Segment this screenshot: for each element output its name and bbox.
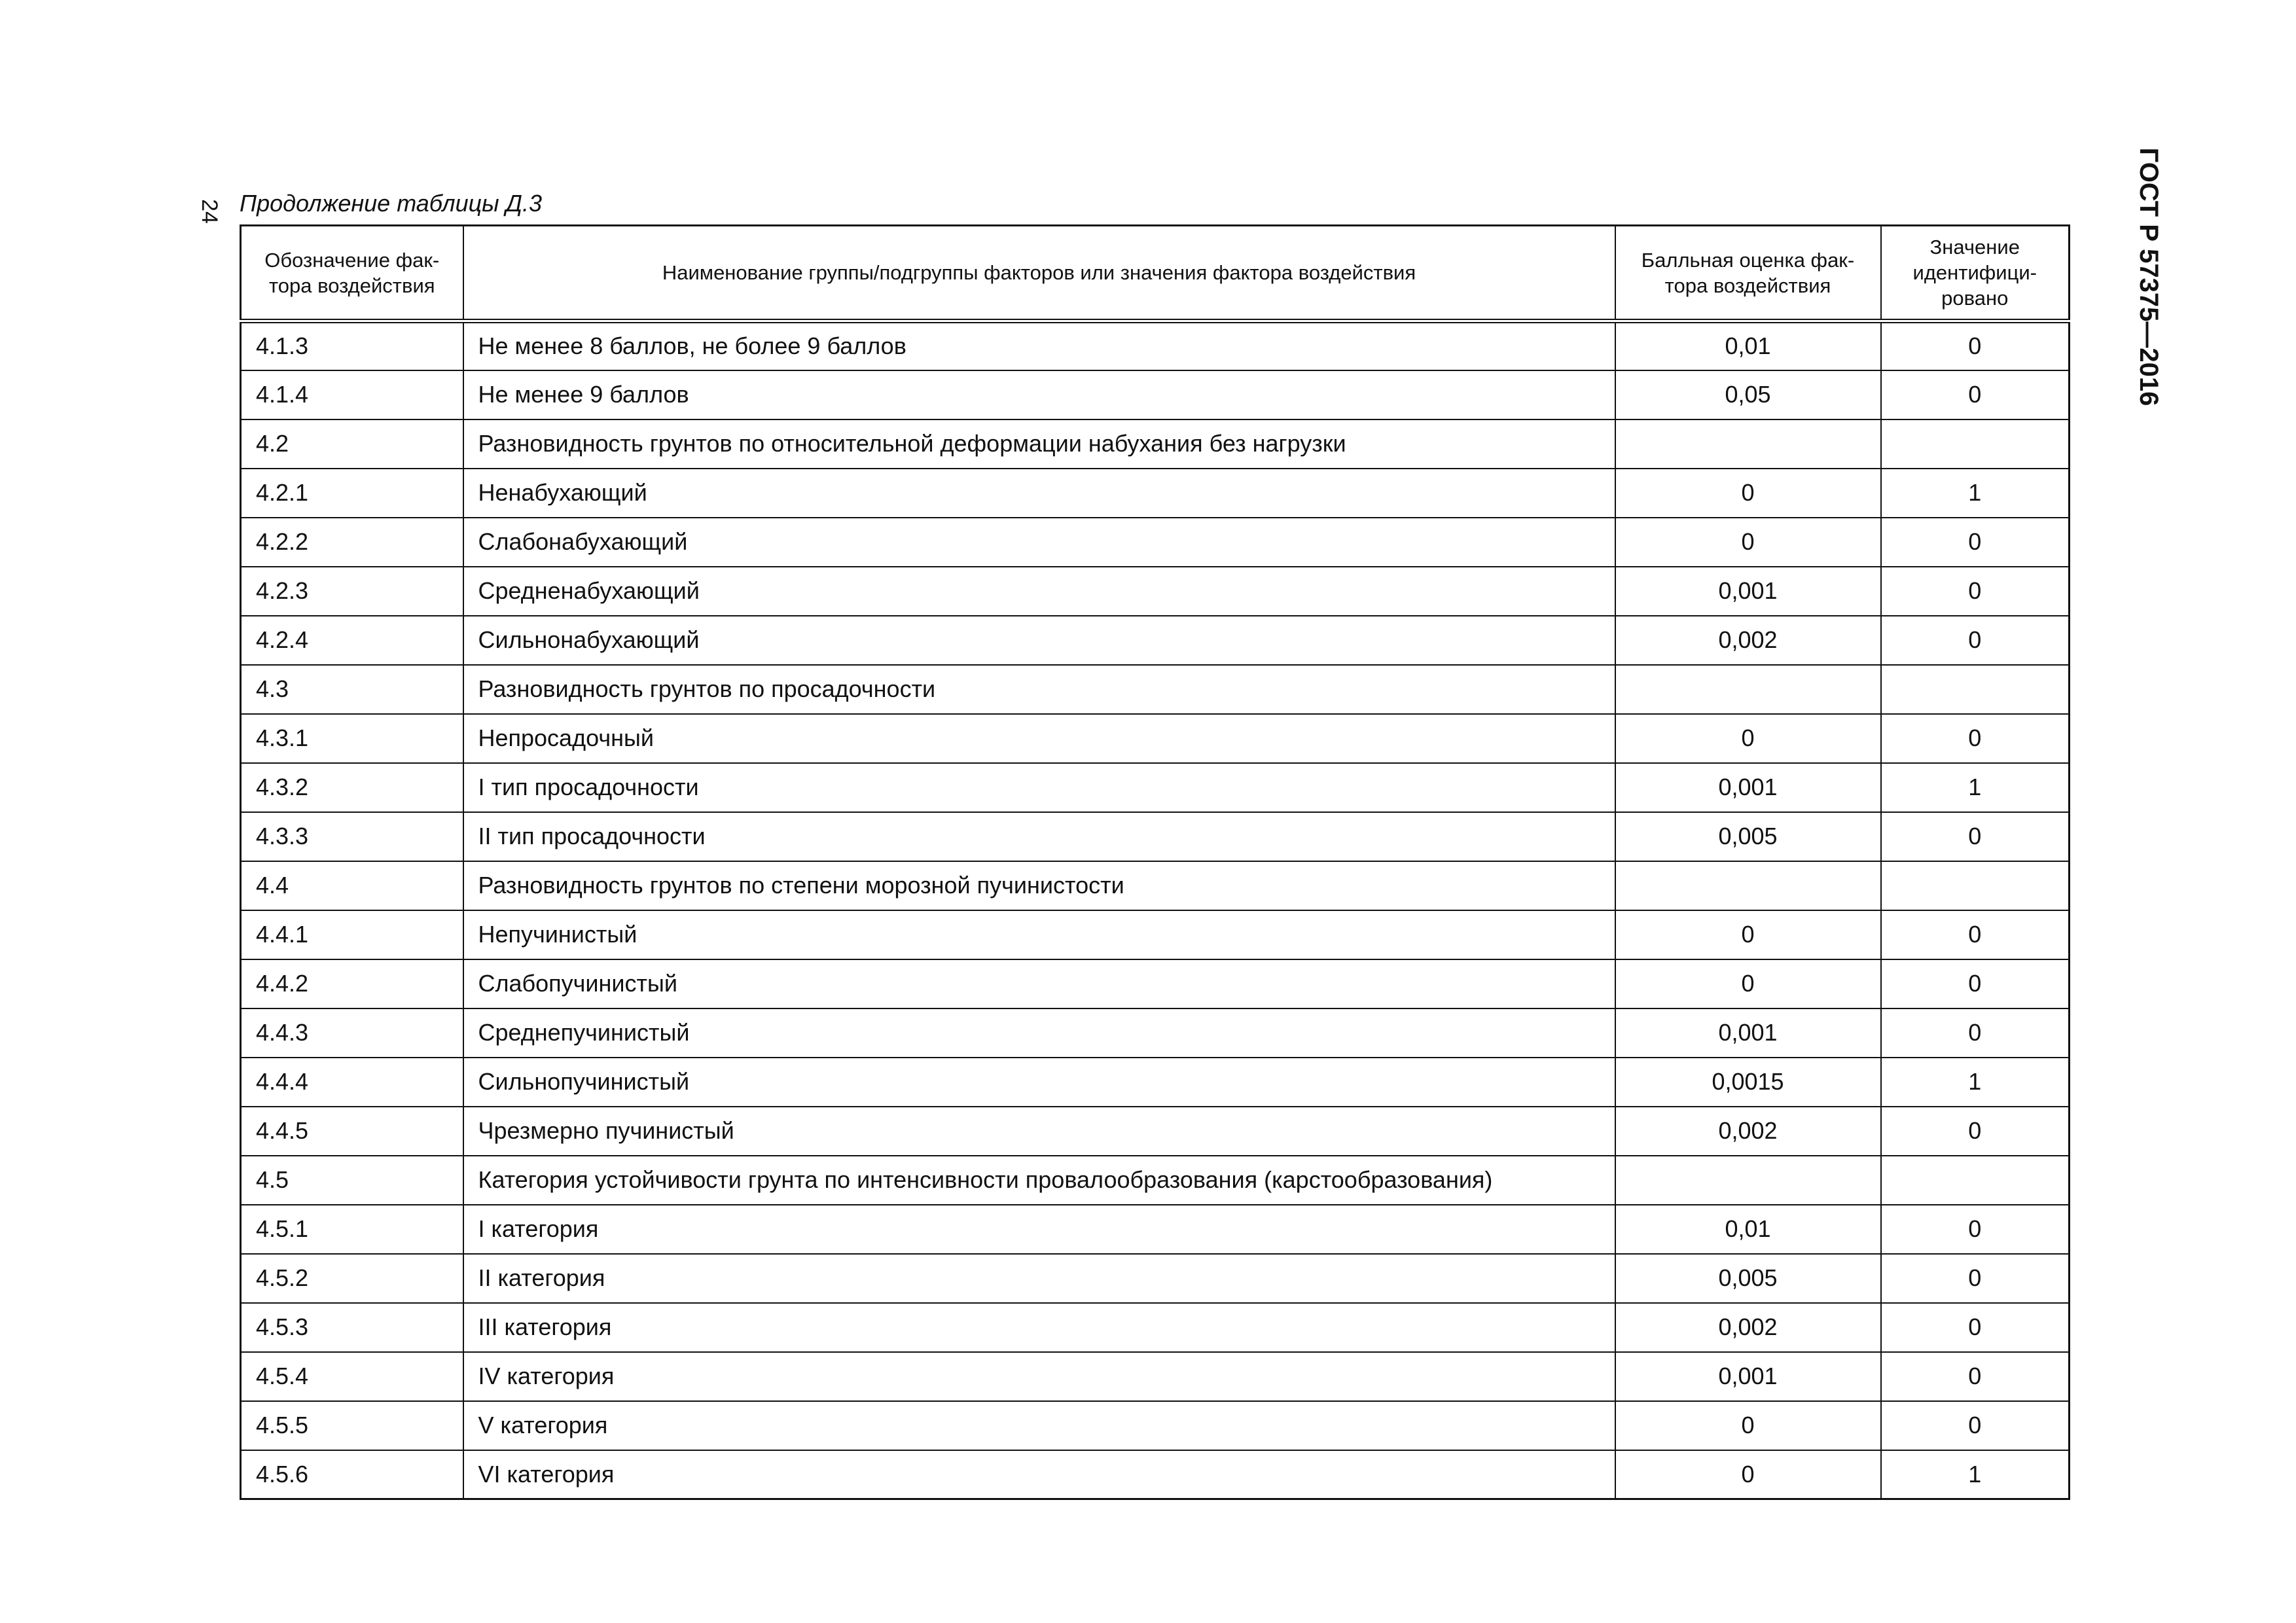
cell-identified: 1 (1881, 1450, 2070, 1499)
cell-score (1615, 861, 1881, 910)
table-row (241, 910, 2070, 959)
table-body (241, 321, 2070, 1499)
cell-identified: 0 (1881, 518, 2070, 567)
cell-code: 4.4.4 (241, 1058, 463, 1107)
cell-identified (1881, 665, 2070, 714)
cell-name: Не менее 8 баллов, не более 9 баллов (463, 321, 1615, 370)
cell-name: VI категория (463, 1450, 1615, 1499)
table-row (241, 469, 2070, 518)
cell-name: I категория (463, 1205, 1615, 1254)
cell-name: III категория (463, 1303, 1615, 1352)
cell-name: Средненабухающий (463, 567, 1615, 616)
table-row (241, 370, 2070, 419)
cell-code: 4.2 (241, 419, 463, 469)
table-row (241, 959, 2070, 1008)
cell-score: 0 (1615, 1401, 1881, 1450)
cell-code: 4.4.3 (241, 1008, 463, 1058)
cell-name: Слабопучинистый (463, 959, 1615, 1008)
cell-score: 0,05 (1615, 370, 1881, 419)
cell-identified: 0 (1881, 616, 2070, 665)
cell-name: Не менее 9 баллов (463, 370, 1615, 419)
cell-score: 0 (1615, 469, 1881, 518)
table-row (241, 1352, 2070, 1401)
cell-identified: 0 (1881, 1401, 2070, 1450)
table-header (241, 226, 2070, 321)
cell-code: 4.5.1 (241, 1205, 463, 1254)
cell-identified: 0 (1881, 1352, 2070, 1401)
cell-code: 4.5.4 (241, 1352, 463, 1401)
cell-score (1615, 665, 1881, 714)
table-caption: Продолжение таблицы Д.3 (240, 190, 543, 217)
table-row (241, 1008, 2070, 1058)
cell-name: I тип просадочности (463, 763, 1615, 812)
cell-score (1615, 419, 1881, 469)
cell-identified: 0 (1881, 1205, 2070, 1254)
table-row (241, 665, 2070, 714)
cell-code: 4.2.4 (241, 616, 463, 665)
cell-identified: 0 (1881, 959, 2070, 1008)
table-row (241, 1303, 2070, 1352)
cell-code: 4.3.3 (241, 812, 463, 861)
cell-name: Разновидность грунтов по степени морозной пучинистости (463, 861, 1615, 910)
cell-identified: 0 (1881, 1254, 2070, 1303)
document-code: ГОСТ Р 57375—2016 (2134, 147, 2163, 406)
table-row (241, 1107, 2070, 1156)
cell-name: IV категория (463, 1352, 1615, 1401)
cell-name: II тип просадочности (463, 812, 1615, 861)
cell-name: V категория (463, 1401, 1615, 1450)
cell-identified: 0 (1881, 1008, 2070, 1058)
cell-code: 4.5.5 (241, 1401, 463, 1450)
cell-score: 0,01 (1615, 321, 1881, 370)
cell-score: 0 (1615, 518, 1881, 567)
table-row (241, 1254, 2070, 1303)
table-row (241, 861, 2070, 910)
cell-name: Непучинистый (463, 910, 1615, 959)
header-name: Наименование группы/подгруппы факторов или значения фактора воздействия (463, 226, 1615, 321)
cell-identified: 0 (1881, 1303, 2070, 1352)
cell-score: 0,005 (1615, 1254, 1881, 1303)
cell-score: 0,002 (1615, 616, 1881, 665)
cell-code: 4.1.4 (241, 370, 463, 419)
cell-code: 4.5.6 (241, 1450, 463, 1499)
cell-code: 4.2.1 (241, 469, 463, 518)
cell-identified (1881, 419, 2070, 469)
cell-score: 0,001 (1615, 1008, 1881, 1058)
cell-score: 0 (1615, 714, 1881, 763)
cell-score: 0,002 (1615, 1107, 1881, 1156)
table-row (241, 419, 2070, 469)
table-row (241, 1401, 2070, 1450)
cell-name: Чрезмерно пучинистый (463, 1107, 1615, 1156)
table-row (241, 763, 2070, 812)
cell-score (1615, 1156, 1881, 1205)
cell-identified: 0 (1881, 1107, 2070, 1156)
cell-identified: 0 (1881, 910, 2070, 959)
header-code: Обозначение фак-тора воздействия (241, 226, 463, 321)
table-row (241, 1156, 2070, 1205)
cell-name: Сильнонабухающий (463, 616, 1615, 665)
cell-code: 4.3.2 (241, 763, 463, 812)
cell-name: Сильнопучинистый (463, 1058, 1615, 1107)
cell-name: Слабонабухающий (463, 518, 1615, 567)
table-row (241, 616, 2070, 665)
cell-name: Разновидность грунтов по относительной деформации набухания без нагрузки (463, 419, 1615, 469)
cell-score: 0,002 (1615, 1303, 1881, 1352)
cell-score: 0 (1615, 959, 1881, 1008)
cell-code: 4.4.5 (241, 1107, 463, 1156)
cell-identified: 0 (1881, 370, 2070, 419)
cell-score: 0,001 (1615, 1352, 1881, 1401)
header-row (241, 226, 2070, 321)
table-row (241, 1450, 2070, 1499)
table-row (241, 567, 2070, 616)
cell-score: 0 (1615, 910, 1881, 959)
cell-code: 4.2.3 (241, 567, 463, 616)
cell-code: 4.2.2 (241, 518, 463, 567)
cell-name: Ненабухающий (463, 469, 1615, 518)
cell-identified: 1 (1881, 1058, 2070, 1107)
cell-identified (1881, 861, 2070, 910)
table-row (241, 714, 2070, 763)
cell-identified (1881, 1156, 2070, 1205)
cell-code: 4.3.1 (241, 714, 463, 763)
cell-code: 4.3 (241, 665, 463, 714)
cell-score: 0,001 (1615, 567, 1881, 616)
cell-identified: 0 (1881, 567, 2070, 616)
cell-score: 0,001 (1615, 763, 1881, 812)
cell-code: 4.4 (241, 861, 463, 910)
cell-code: 4.5.3 (241, 1303, 463, 1352)
header-score: Балльная оценка фак-тора воздействия (1615, 226, 1881, 321)
factor-table (240, 224, 2070, 1500)
cell-code: 4.5 (241, 1156, 463, 1205)
cell-name: Непросадочный (463, 714, 1615, 763)
cell-name: II категория (463, 1254, 1615, 1303)
cell-score: 0,01 (1615, 1205, 1881, 1254)
cell-identified: 0 (1881, 812, 2070, 861)
cell-name: Разновидность грунтов по просадочности (463, 665, 1615, 714)
cell-name: Категория устойчивости грунта по интенсивности провалообразования (карстообразования) (463, 1156, 1615, 1205)
cell-score: 0,0015 (1615, 1058, 1881, 1107)
page-number: 24 (197, 199, 222, 224)
cell-code: 4.4.2 (241, 959, 463, 1008)
table-row (241, 812, 2070, 861)
cell-identified: 1 (1881, 469, 2070, 518)
cell-code: 4.1.3 (241, 321, 463, 370)
table-row (241, 321, 2070, 370)
cell-name: Среднепучинистый (463, 1008, 1615, 1058)
table-row (241, 1058, 2070, 1107)
table-row (241, 1205, 2070, 1254)
cell-identified: 0 (1881, 321, 2070, 370)
cell-code: 4.4.1 (241, 910, 463, 959)
cell-identified: 0 (1881, 714, 2070, 763)
cell-code: 4.5.2 (241, 1254, 463, 1303)
cell-score: 0,005 (1615, 812, 1881, 861)
cell-identified: 1 (1881, 763, 2070, 812)
header-identified: Значение идентифици-ровано (1881, 226, 2070, 321)
cell-score: 0 (1615, 1450, 1881, 1499)
table-row (241, 518, 2070, 567)
